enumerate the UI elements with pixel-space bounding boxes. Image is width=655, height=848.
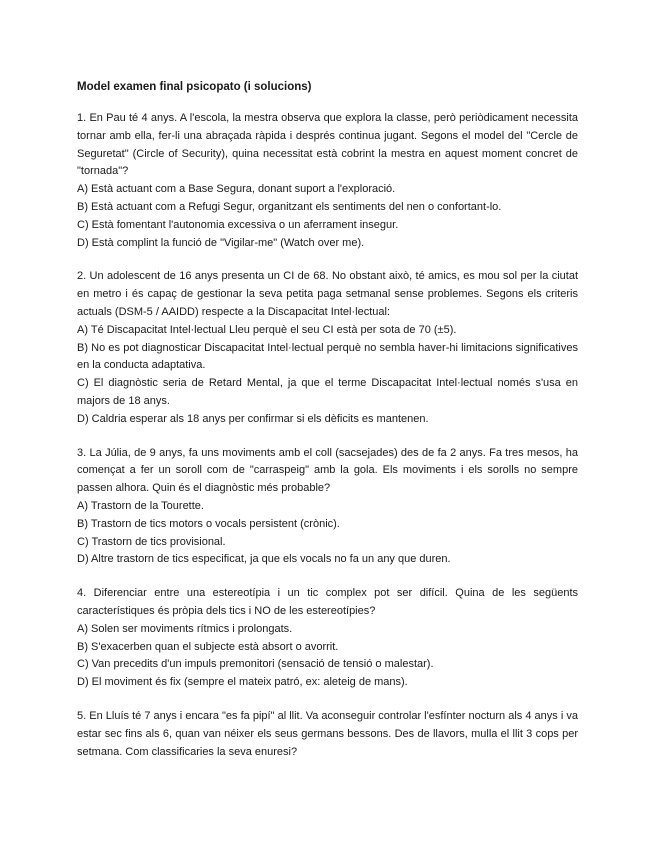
option-a: A) Té Discapacitat Intel·lectual Lleu perquè el seu CI està per sota de 70 (±5). bbox=[77, 323, 457, 336]
option-d: D) Altre trastorn de tics especificat, ja que els vocals no fa un any que duren. bbox=[77, 553, 451, 566]
question-stem: 1. En Pau té 4 anys. A l'escola, la mestra observa que explora la classe, però periòdicament necessita tornar amb ella, fer-li una abraçada ràpida i després continua jugant. Segons el model del "Cercle de Seguretat" (Circle of Security), quina necessitat està cobrint la mestra en aquest moment concret de "tornada"? bbox=[77, 112, 578, 178]
option-c: C) Trastorn de tics provisional. bbox=[77, 535, 226, 548]
question-3 bbox=[77, 445, 578, 570]
option-d: D) Caldria esperar als 18 anys per confirmar si els dèficits es mantenen. bbox=[77, 412, 429, 425]
option-a: A) Trastorn de la Tourette. bbox=[77, 499, 204, 512]
option-c: C) El diagnòstic seria de Retard Mental, ja que el terme Discapacitat Intel·lectual només s'usa en majors de 18 anys. bbox=[77, 377, 578, 407]
option-a: A) Està actuant com a Base Segura, donant suport a l'exploració. bbox=[77, 183, 396, 196]
options-list bbox=[77, 621, 578, 692]
option-b: B) Trastorn de tics motors o vocals persistent (crònic). bbox=[77, 517, 340, 530]
document-title: Model examen final psicopato (i solucions) bbox=[77, 81, 312, 93]
option-c: C) Està fomentant l'autonomia excessiva o un aferrament insegur. bbox=[77, 218, 399, 231]
question-2 bbox=[77, 268, 578, 428]
question-5 bbox=[77, 708, 578, 761]
option-b: B) S'exacerben quan el subjecte està absort o avorrit. bbox=[77, 640, 339, 653]
option-c: C) Van precedits d'un impuls premonitori (sensació de tensió o malestar). bbox=[77, 658, 434, 671]
option-a: A) Solen ser moviments rítmics i prolongats. bbox=[77, 622, 293, 635]
option-d: D) El moviment és fix (sempre el mateix patró, ex: aleteig de mans). bbox=[77, 676, 408, 689]
option-d: D) Està complint la funció de "Vigilar-me" (Watch over me). bbox=[77, 236, 365, 249]
options-list bbox=[77, 322, 578, 429]
option-b: B) No es pot diagnosticar Discapacitat Intel·lectual perquè no sembla haver-hi limitacions significatives en la conducta adaptativa. bbox=[77, 341, 578, 372]
question-stem: 4. Diferenciar entre una estereotípia i un tic complex pot ser difícil. Quina de les següents característiques és pròpia dels tics i NO de les estereotípies? bbox=[77, 587, 578, 617]
question-4 bbox=[77, 585, 578, 692]
option-b: B) Està actuant com a Refugi Segur, organitzant els sentiments del nen o confortant-lo. bbox=[77, 200, 502, 213]
question-stem: 2. Un adolescent de 16 anys presenta un CI de 68. No obstant això, té amics, es mou sol per la ciutat en metro i és capaç de gestionar la seva petita paga setmanal sense problemes. Segons els criteris actuals (DSM-5 / AAIDD) respecte a la Discapacitat Intel·lectual: bbox=[77, 270, 578, 318]
question-stem: 3. La Júlia, de 9 anys, fa uns moviments amb el coll (sacsejades) des de fa 2 anys. Fa tres mesos, ha començat a fer un soroll com de "carraspeig" amb la gola. Els moviments i els sorolls no sempre passen alhora. Quin és el diagnòstic més probable? bbox=[77, 446, 578, 495]
question-1 bbox=[77, 110, 578, 252]
options-list bbox=[77, 181, 578, 252]
question-stem: 5. En Lluís té 7 anys i encara "es fa pipí" al llit. Va aconseguir controlar l'esfínter nocturn als 4 anys i va estar sec fins als 6, quan van néixer els seus germans bessons. Des de llavors, mulla el llit 3 cops per setmana. Com classificaries la seva enuresi? bbox=[77, 709, 578, 758]
options-list bbox=[77, 498, 578, 569]
